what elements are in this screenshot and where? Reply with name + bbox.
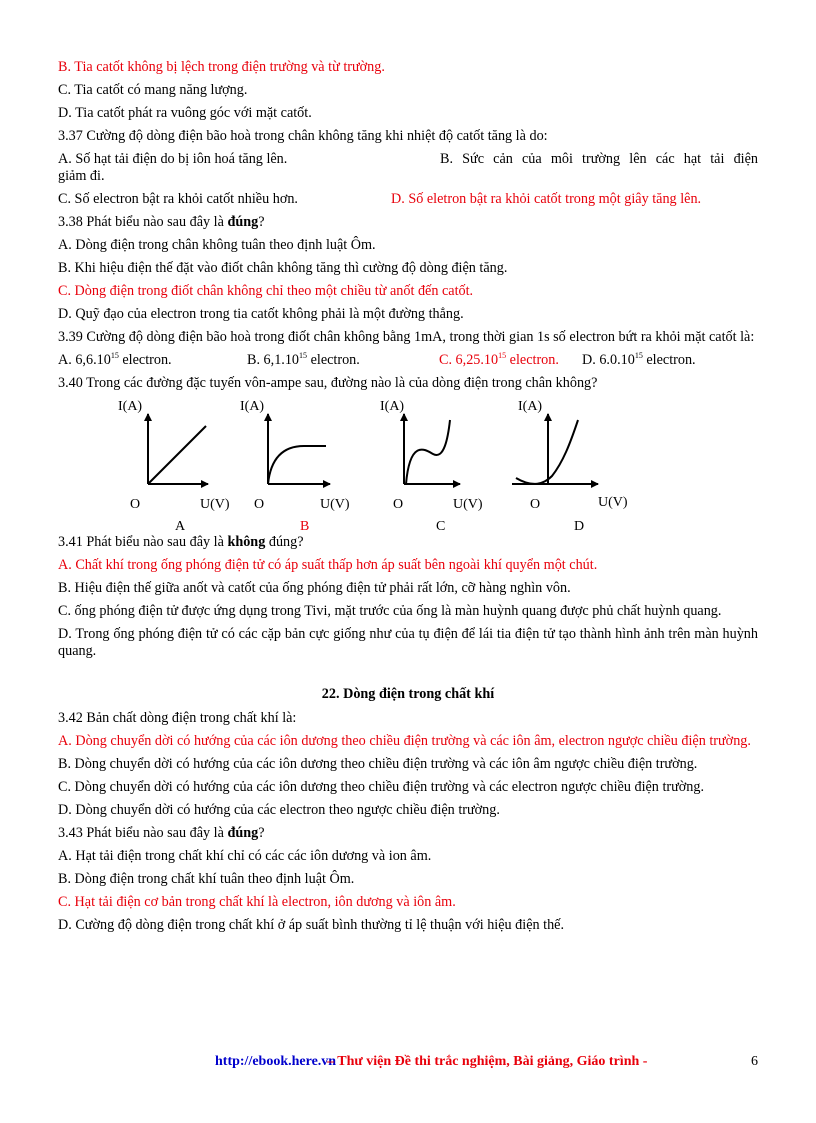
- q343-options: [58, 848, 758, 934]
- q343-prefix: 3.43 Phát biểu nào sau đây là: [58, 825, 228, 841]
- iv-characteristic-graphs: [58, 398, 758, 532]
- q336-line-1: C. Tia catốt có mang năng lượng.: [58, 82, 248, 98]
- q338-option-3: D. Quỹ đạo của electron trong tia catốt không phải là một đường thẳng.: [58, 306, 464, 322]
- q337-option-d: D. Số eletron bật ra khỏi catốt trong một giây tăng lên.: [391, 191, 702, 207]
- q339-options: [58, 352, 758, 369]
- graph-C-y-label: I(A): [380, 399, 405, 414]
- footer-link[interactable]: http://ebook.here.vn: [215, 1054, 337, 1069]
- graph-D-x-label: U(V): [598, 495, 628, 510]
- q337-option-b-line2: giảm đi.: [58, 168, 105, 184]
- q342-option-1: B. Dòng chuyển dời có hướng của các iôn dương theo chiều điện trường và các iôn âm ngược chiều điện trường.: [58, 756, 698, 772]
- q338-options: [58, 237, 758, 323]
- section-title: 22. Dòng điện trong chất khí: [321, 686, 495, 702]
- graph-B-origin: O: [254, 497, 265, 512]
- graph-C-curve: [406, 420, 450, 484]
- q343-question: [58, 825, 758, 842]
- q341-options: [58, 557, 758, 660]
- q342-option-3: D. Dòng chuyển dời có hướng của các electron theo ngược chiều điện trường.: [58, 802, 500, 818]
- q339-option-a: A. 6,6.10$^{15}$ electron.: [58, 351, 172, 368]
- graph-B-y-label: I(A): [240, 399, 265, 414]
- page-number: 6: [751, 1054, 758, 1069]
- q342-option-2: C. Dòng chuyển dời có hướng của các iôn dương theo chiều điện trường và các electron ngược chiều điện trường.: [58, 779, 705, 795]
- q337-option-a: A. Số hạt tải điện do bị iôn hoá tăng lên.: [58, 151, 288, 167]
- graph-A-y-label: I(A): [118, 399, 143, 414]
- q341-option-1: B. Hiệu điện thế giữa anốt và catốt của ống phóng điện tử phải rất lớn, cỡ hàng nghìn vôn.: [58, 580, 571, 596]
- graph-A-curve: [148, 426, 206, 484]
- q338-emphasis: đúng: [227, 214, 259, 230]
- q343-option-0: A. Hạt tải điện trong chất khí chỉ có các các iôn dương và ion âm.: [58, 848, 432, 864]
- q342-options: [58, 733, 758, 819]
- graph-C-letter: C: [436, 519, 446, 532]
- graph-D-letter: D: [574, 519, 585, 532]
- q338-option-0: A. Dòng điện trong chân không tuân theo định luật Ôm.: [58, 237, 376, 253]
- q337-row-cd: [58, 191, 758, 208]
- graph-A-origin: O: [130, 497, 141, 512]
- q338-prefix: 3.38 Phát biểu nào sau đây là: [58, 214, 228, 230]
- graph-C-origin: O: [393, 497, 404, 512]
- q342-question: 3.42 Bản chất dòng điện trong chất khí là:: [58, 710, 297, 726]
- q343-option-2: C. Hạt tải điện cơ bản trong chất khí là electron, iôn dương và iôn âm.: [58, 894, 456, 910]
- q341-option-0: A. Chất khí trong ống phóng điện tử có áp suất thấp hơn áp suất bên ngoài khí quyển một chút.: [58, 557, 598, 573]
- graph-D-origin: O: [530, 497, 541, 512]
- q337-row-ab: [58, 151, 758, 168]
- graph-B-x-label: U(V): [320, 497, 350, 512]
- q336-line-3: 3.37 Cường độ dòng điện bão hoà trong chân không tăng khi nhiệt độ catốt tăng là do:: [58, 128, 548, 144]
- q341-emphasis: không: [227, 534, 266, 550]
- q339-question: 3.39 Cường độ dòng điện bão hoà trong điốt chân không bằng 1mA, trong thời gian 1s số electron bứt ra khỏi mặt catốt là:: [58, 329, 755, 345]
- footer-title: – Thư viện Đề thi trắc nghiệm, Bài giảng, Giáo trình -: [327, 1054, 648, 1069]
- graph-A-x-label: U(V): [200, 497, 230, 512]
- q343-suffix: ?: [258, 825, 265, 841]
- q338-option-2: C. Dòng điện trong điốt chân không chỉ theo một chiều từ anốt đến catốt.: [58, 283, 474, 299]
- q338-suffix: ?: [258, 214, 265, 230]
- q338-option-1: B. Khi hiệu điện thế đặt vào điốt chân không tăng thì cường độ dòng điện tăng.: [58, 260, 508, 276]
- q343-option-1: B. Dòng điện trong chất khí tuân theo định luật Ôm.: [58, 871, 355, 887]
- q337-option-b-line1: B. Sức cản của môi trường lên các hạt tải điện: [440, 151, 758, 167]
- q337-option-c: C. Số electron bật ra khỏi catốt nhiều hơn.: [58, 191, 298, 207]
- q336-line-2: D. Tia catốt phát ra vuông góc với mặt catốt.: [58, 105, 312, 121]
- q341-prefix: 3.41 Phát biểu nào sau đây là: [58, 534, 228, 550]
- q341-option-2: C. ống phóng điện tử được ứng dụng trong Tivi, mặt trước của ống là màn huỳnh quang được phủ chất huỳnh quang.: [58, 603, 722, 619]
- graph-B-letter: B: [300, 519, 310, 532]
- graph-D-y-label: I(A): [518, 399, 543, 414]
- q338-question: [58, 214, 758, 231]
- q339-option-c: C. 6,25.10$^{15}$ electron.: [439, 351, 559, 368]
- q343-emphasis: đúng: [227, 825, 259, 841]
- q341-question: [58, 534, 758, 551]
- page-content: [58, 59, 758, 940]
- q343-option-3: D. Cường độ dòng điện trong chất khí ở áp suất bình thường tỉ lệ thuận với hiệu điện thế.: [58, 917, 565, 933]
- q336-options: [58, 59, 758, 145]
- q339-option-d: D. 6.0.10$^{15}$ electron.: [582, 351, 696, 368]
- q341-option-3: D. Trong ống phóng điện tử có các cặp bản cực giống như của tụ điện để lái tia điện tử tạo thành hình ảnh trên màn huỳnh quang.: [58, 626, 758, 659]
- q339-option-b: B. 6,1.10$^{15}$ electron.: [247, 351, 360, 368]
- q336-line-0: B. Tia catốt không bị lệch trong điện trường và từ trường.: [58, 59, 385, 75]
- graph-C-x-label: U(V): [453, 497, 483, 512]
- q341-suffix: đúng?: [265, 534, 304, 550]
- graph-B-curve: [268, 446, 326, 484]
- q342-option-0: A. Dòng chuyển dời có hướng của các iôn dương theo chiều điện trường và các iôn âm, electron ngược chiều điện trường.: [58, 733, 751, 749]
- q340-question: 3.40 Trong các đường đặc tuyến vôn-ampe sau, đường nào là của dòng điện trong chân không?: [58, 375, 598, 391]
- iv-graphs-figure: [58, 398, 758, 532]
- graph-A-letter: A: [175, 519, 186, 532]
